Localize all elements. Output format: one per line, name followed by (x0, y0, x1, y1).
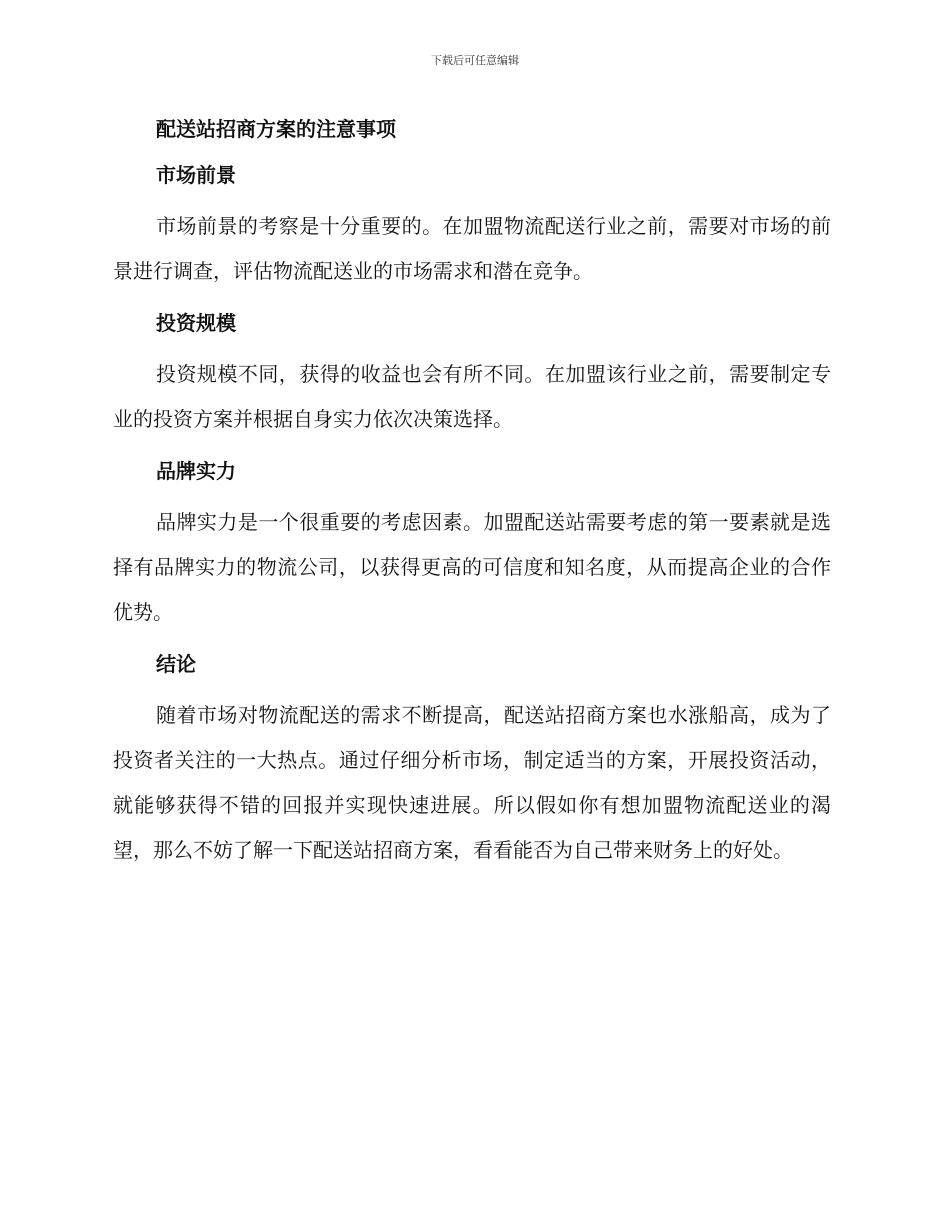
document-title: 配送站招商方案的注意事项 (156, 117, 396, 141)
section-paragraph: 品牌实力是一个很重要的考虑因素。加盟配送站需要考虑的第一要素就是选择有品牌实力的物流公司，以获得更高的可信度和知名度，从而提高企业的合作优势。 (113, 510, 831, 624)
section-paragraph: 市场前景的考察是十分重要的。在加盟物流配送行业之前，需要对市场的前景进行调查，评估物流配送业的市场需求和潜在竞争。 (113, 214, 831, 283)
page-header-note: 下载后可任意编辑 (431, 54, 519, 67)
section-paragraph: 投资规模不同，获得的收益也会有所不同。在加盟该行业之前，需要制定专业的投资方案并根据自身实力依次决策选择。 (113, 362, 831, 431)
section-brand-strength (113, 454, 831, 635)
section-investment-scale (113, 306, 831, 442)
section-paragraph: 随着市场对物流配送的需求不断提高，配送站招商方案也水涨船高，成为了投资者关注的一大热点。通过仔细分析市场，制定适当的方案，开展投资活动，就能够获得不错的回报并实现快速进展。所以假如你有想加盟物流配送业的渴望，那么不妨了解一下配送站招商方案，看看能否为自己带来财务上的好处。 (113, 703, 831, 862)
section-conclusion (113, 647, 831, 873)
section-heading: 投资规模 (156, 311, 236, 335)
section-market-prospects (113, 158, 831, 294)
document-body (113, 112, 831, 885)
section-heading: 市场前景 (156, 163, 236, 187)
section-heading: 品牌实力 (156, 459, 236, 483)
section-heading: 结论 (156, 652, 196, 676)
